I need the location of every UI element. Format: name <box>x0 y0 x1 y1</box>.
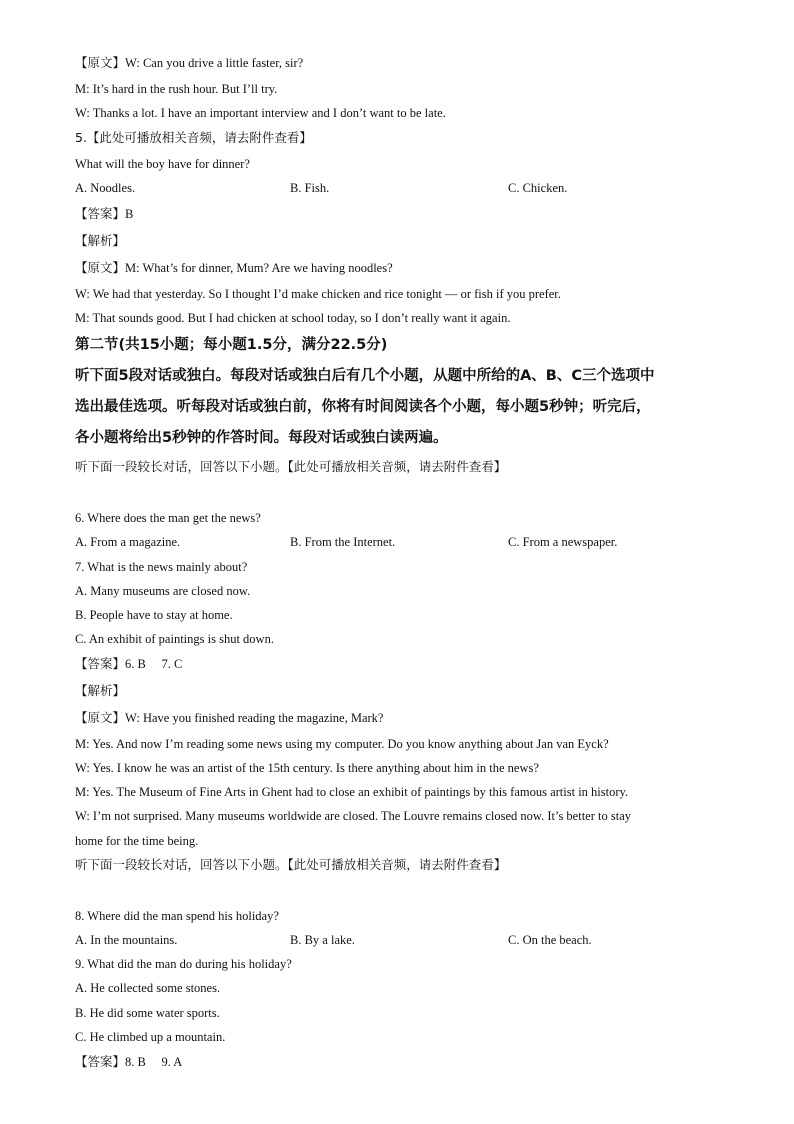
answer-tag: 【答案】 <box>75 1054 126 1069</box>
question-8-text: 8. Where did the man spend his holiday? <box>75 909 279 923</box>
dialog-line: M: What’s for dinner, Mum? Are we having noodles? <box>125 261 393 275</box>
answer-line <box>75 1054 182 1070</box>
original-text-line <box>75 710 383 726</box>
question-8-option-b: B. By a lake. <box>290 933 355 947</box>
question-9-option-b: B. He did some water sports. <box>75 1006 220 1020</box>
dialog-line: M: That sounds good. But I had chicken at school today, so I don’t really want it again. <box>75 311 511 325</box>
analysis-tag: 【解析】 <box>75 233 126 248</box>
question-6-option-b: B. From the Internet. <box>290 535 396 549</box>
analysis-tag: 【解析】 <box>75 683 126 698</box>
answer-line <box>75 656 182 672</box>
dialog-intro: 听下面一段较长对话，回答以下小题。【此处可播放相关音频，请去附件查看】 <box>75 459 507 474</box>
dialog-intro: 听下面一段较长对话，回答以下小题。【此处可播放相关音频，请去附件查看】 <box>75 857 507 872</box>
original-text-line <box>75 260 393 276</box>
answer-value: B <box>125 207 134 221</box>
dialog-line: M: Yes. The Museum of Fine Arts in Ghent had to close an exhibit of paintings by this famous artist in history. <box>75 785 629 799</box>
dialog-line: W: Yes. I know he was an artist of the 15th century. Is there anything about him in the news? <box>75 761 539 775</box>
question-7-option-a: A. Many museums are closed now. <box>75 584 251 598</box>
section-instruction: 听下面5段对话或独白。每段对话或独白后有几个小题，从题中所给的A、B、C三个选项中 <box>75 368 655 384</box>
question-5-audio-header: 5.【此处可播放相关音频，请去附件查看】 <box>75 130 312 145</box>
original-text-tag: 【原文】 <box>75 55 126 70</box>
section-instruction: 各小题将给出5秒钟的作答时间。每段对话或独白读两遍。 <box>75 430 448 446</box>
question-5-option-b: B. Fish. <box>290 181 330 195</box>
original-text-tag: 【原文】 <box>75 710 126 725</box>
question-5-option-a: A. Noodles. <box>75 181 136 195</box>
section-title: 第二节(共15小题；每小题1.5分，满分22.5分) <box>75 337 388 353</box>
question-5-answer <box>75 206 133 222</box>
dialog-line: W: Can you drive a little faster, sir? <box>125 56 304 70</box>
dialog-line: W: Have you finished reading the magazine, Mark? <box>125 711 384 725</box>
answer-tag: 【答案】 <box>75 656 126 671</box>
dialog-line: M: Yes. And now I’m reading some news using my computer. Do you know anything about Jan van Eyck? <box>75 737 609 751</box>
question-7-option-b: B. People have to stay at home. <box>75 608 233 622</box>
question-5-text: What will the boy have for dinner? <box>75 157 250 171</box>
question-9-option-a: A. He collected some stones. <box>75 981 221 995</box>
dialog-line: W: We had that yesterday. So I thought I’d make chicken and rice tonight — or fish if you prefer. <box>75 287 561 301</box>
question-7-option-c: C. An exhibit of paintings is shut down. <box>75 632 274 646</box>
original-text-line <box>75 55 303 71</box>
dialog-line: W: I’m not surprised. Many museums worldwide are closed. The Louvre remains closed now. It’s better to stay <box>75 809 631 823</box>
question-6-option-c: C. From a newspaper. <box>508 535 618 549</box>
dialog-line: W: Thanks a lot. I have an important interview and I don’t want to be late. <box>75 106 446 120</box>
answer-value: 8. B 9. A <box>125 1055 183 1069</box>
question-9-text: 9. What did the man do during his holiday? <box>75 957 292 971</box>
dialog-line: home for the time being. <box>75 834 199 848</box>
answer-tag: 【答案】 <box>75 206 126 221</box>
question-8-option-a: A. In the mountains. <box>75 933 178 947</box>
question-9-option-c: C. He climbed up a mountain. <box>75 1030 226 1044</box>
question-7-text: 7. What is the news mainly about? <box>75 560 248 574</box>
original-text-tag: 【原文】 <box>75 260 126 275</box>
dialog-line: M: It’s hard in the rush hour. But I’ll try. <box>75 82 278 96</box>
answer-value: 6. B 7. C <box>125 657 183 671</box>
question-5-option-c: C. Chicken. <box>508 181 568 195</box>
question-6-option-a: A. From a magazine. <box>75 535 181 549</box>
section-instruction: 选出最佳选项。听每段对话或独白前，你将有时间阅读各个小题，每小题5秒钟；听完后， <box>75 399 651 415</box>
question-6-text: 6. Where does the man get the news? <box>75 511 261 525</box>
question-8-option-c: C. On the beach. <box>508 933 592 947</box>
